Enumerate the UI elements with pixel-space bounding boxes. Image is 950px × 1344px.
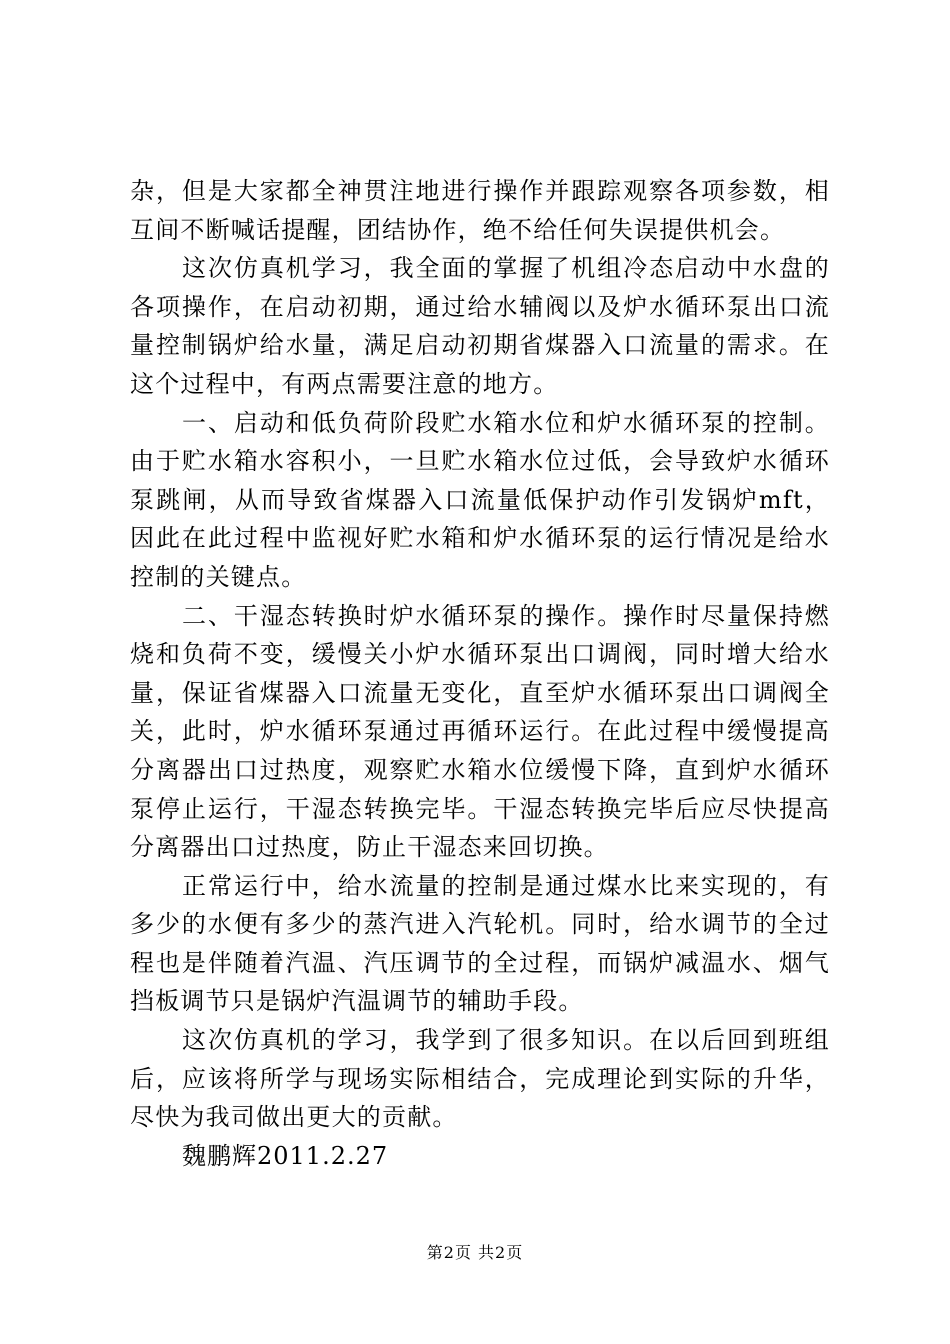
signature-date: 魏鹏辉2011.2.27 [182,1141,389,1170]
paragraph-point-two: 二、干湿态转换时炉水循环泵的操作。操作时尽量保持燃烧和负荷不变，缓慢关小炉水循环泵出口调阀，同时增大给水量，保证省煤器入口流量无变化，直至炉水循环泵出口调阀全关，此时，炉水循环泵通过再循环运行。在此过程中缓慢提高分离器出口过热度，观察贮水箱水位缓慢下降，直到炉水循环泵停止运行，干湿态转换完毕。干湿态转换完毕后应尽快提高分离器出口过热度，防止干湿态来回切换。 [130,601,830,862]
paragraph-simulator-learning: 这次仿真机学习，我全面的掌握了机组冷态启动中水盘的各项操作，在启动初期，通过给水辅阀以及炉水循环泵出口流量控制锅炉给水量，满足启动初期省煤器入口流量的需求。在这个过程中，有两点需要注意的地方。 [130,254,830,398]
paragraph-point-one: 一、启动和低负荷阶段贮水箱水位和炉水循环泵的控制。由于贮水箱水容积小，一旦贮水箱水位过低，会导致炉水循环泵跳闸，从而导致省煤器入口流量低保护动作引发锅炉mft，因此在此过程中监视好贮水箱和炉水循环泵的运行情况是给水控制的关键点。 [130,408,830,591]
paragraph-conclusion: 这次仿真机的学习，我学到了很多知识。在以后回到班组后，应该将所学与现场实际相结合，完成理论到实际的升华，尽快为我司做出更大的贡献。 [130,1026,830,1132]
paragraph-normal-operation: 正常运行中，给水流量的控制是通过煤水比来实现的，有多少的水便有多少的蒸汽进入汽轮机。同时，给水调节的全过程也是伴随着汽温、汽压调节的全过程，而锅炉减温水、烟气挡板调节只是锅炉汽温调节的辅助手段。 [130,871,830,1016]
document-body [130,172,830,1175]
paragraph-continuation: 杂，但是大家都全神贯注地进行操作并跟踪观察各项参数，相互间不断喊话提醒，团结协作，绝不给任何失误提供机会。 [130,177,830,244]
page-footer: 第2页 共2页 [426,1243,524,1262]
